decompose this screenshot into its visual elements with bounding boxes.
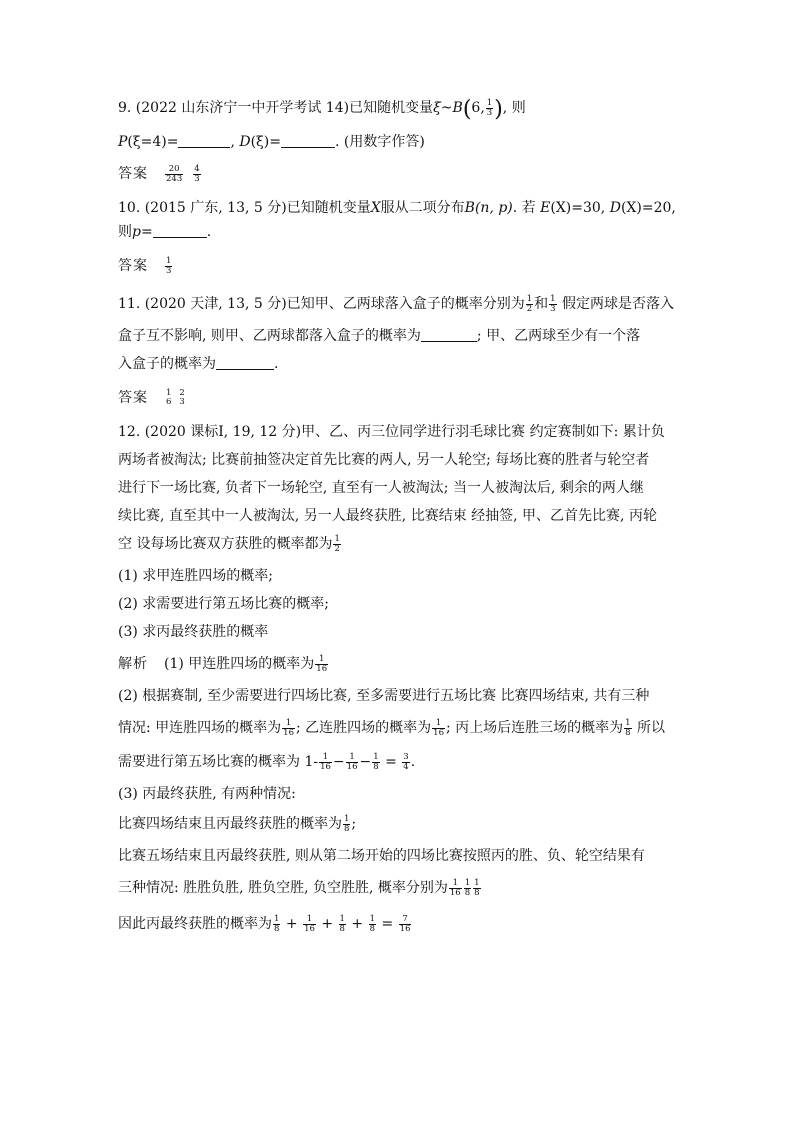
q12-sum-term-3 [339,915,346,934]
q11-stem-line2-a: 盒子互不影响, 则甲、乙两球都落入盒子的概率为 [118,328,421,344]
q10-params: (n, p) [474,200,513,216]
q12-stem-line5 [118,534,342,554]
fraction-denominator: 3 [166,265,172,276]
q9-prob-symbol: P [118,134,128,150]
q11-stem-line2 [118,326,640,346]
fraction-denominator: 8 [344,823,350,834]
fraction-numerator: 1 [166,255,172,266]
fraction-numerator: 1 [274,913,280,924]
q12-sol2-text-c: ; 丙上场后连胜三场的概率为 [446,720,624,736]
q9-answer [118,164,202,184]
q10-expectation: (X)=30, [550,200,610,216]
q12-sum-term-1 [273,915,280,934]
fraction-numerator: 1 [625,717,631,728]
q9-param-p-fraction [486,99,493,118]
q12-solution-3-line5 [118,914,412,934]
q12-solution-3-line4 [118,878,482,898]
q9-stem-suffix: , 则 [502,100,526,116]
q10-variance: (X)=20, [620,200,676,216]
fraction-denominator: 16 [399,923,411,934]
fraction-denominator: 16 [320,761,331,772]
q12-stem-line5-text: 空 设每场比赛双方获胜的概率都为 [118,536,333,552]
q12-sol1-text: (1) 甲连胜四场的概率为 [164,656,315,672]
q10-var-x: X [370,200,381,216]
q12-sol3-line2-text: 比赛四场结束且丙最终获胜的概率为 [118,816,342,832]
q12-sol3-line2-frac [343,815,350,834]
q12-stem-line4: 续比赛, 直至其中一人被淘汰, 另一人最终获胜, 比赛结束 经抽签, 甲、乙首先比赛, 丙轮 [118,508,657,524]
q12-solution-3-line3: 比赛五场结束且丙最终获胜, 则从第二场开始的四场比赛按照丙的胜、负、轮空结果有 [118,848,645,864]
q11-blank-1[interactable] [421,327,477,342]
fraction-denominator: 16 [449,887,461,898]
fraction-denominator: 3 [550,303,556,314]
q11-and: 和 [534,296,549,312]
fraction-denominator: 6 [166,397,172,407]
fraction-numerator: 1 [449,879,462,889]
q12-sum-result [399,915,412,934]
fraction-numerator: 1 [346,753,359,763]
q11-stem-line2-b: ; 甲、乙两球至少有一个落 [476,328,641,344]
q12-sol2-result [402,753,409,772]
fraction-denominator: 16 [316,663,328,674]
fraction-numerator: 1 [319,753,332,763]
fraction-numerator: 7 [399,915,412,925]
q12-sol2-text-a: 情况: 甲连胜四场的概率为 [118,720,282,736]
fraction-denominator: 2 [526,303,533,314]
q12-sol3-line4-text: 三种情况: 胜胜负胜, 胜负空胜, 负空胜胜, 概率分别为 [118,880,448,896]
fraction-numerator: 3 [403,751,409,762]
q9-stem-line2 [118,132,425,152]
fraction-numerator: 1 [486,97,493,108]
fraction-denominator: 16 [433,727,444,738]
q11-prob-b [549,295,556,314]
q12-sol2-line3-text: 需要进行第五场比赛的概率为 1- [118,754,319,770]
fraction-denominator: 8 [625,727,631,738]
fraction-denominator: 243 [166,173,183,184]
q12-solution-3-line1: (3) 丙最终获胜, 有两种情况: [118,786,296,802]
fraction-numerator: 1 [339,913,345,924]
minus-sign: − [359,754,372,770]
fraction-numerator: 2 [179,388,185,398]
q12-sol3-p3 [473,879,480,898]
q9-answer-2 [193,165,200,184]
q12-stem-line3: 进行下一场比赛, 负者下一场轮空, 直至有一人被淘汰; 当一人被淘汰后, 剩余的两人继 [118,480,644,496]
fraction-numerator: 1 [373,751,379,762]
q12-sol3-p2 [464,879,471,898]
q12-sum-term-2 [303,915,316,934]
plus-sign: + [316,916,338,932]
q11-answer [118,388,187,408]
fraction-numerator: 1 [474,877,480,888]
fraction-numerator: 1 [369,913,376,924]
q11-period: . [274,356,279,372]
q11-answer-1 [165,389,172,407]
q12-sol2-frac-2 [432,719,445,738]
fraction-numerator: 1 [464,877,471,888]
q10-stem-mid: 服从二项分布 [380,200,465,216]
q12-sol2-e3 [372,753,379,772]
q12-sol3-line5-text: 因此丙最终获胜的概率为 [118,916,272,932]
q12-solution-2-line2 [118,718,665,738]
q11-prob-a [526,295,533,314]
q9-separator: , [230,134,240,150]
q10-p-symbol: p [132,224,141,240]
q9-distribution: ~B [440,100,463,116]
fraction-numerator: 1 [432,719,445,729]
q12-stem-line1: 12. (2020 课标Ⅰ, 19, 12 分)甲、乙、丙三位同学进行羽毛球比赛 约定赛制如下: 累计负 [118,424,665,440]
q11-stem-line1 [118,294,674,314]
solution-label: 解析 [118,656,148,672]
fraction-numerator: 1 [303,915,316,925]
q10-answer-value [165,257,172,276]
q10-expectation-symbol: E [540,200,551,216]
fraction-numerator: 1 [550,293,556,304]
answer-label: 答案 [118,390,148,406]
q11-stem-rest: 假定两球是否落入 [557,296,674,312]
fraction-denominator: 2 [334,543,340,554]
fraction-numerator: 4 [194,163,200,174]
q12-solution-1 [118,654,329,674]
semicolon: ; [351,816,357,832]
q12-solution-3-line2 [118,814,356,834]
q10-stem-rest-a: . 若 [512,200,541,216]
fraction-numerator: 1 [166,388,172,398]
fraction-denominator: 8 [474,887,480,898]
fraction-denominator: 16 [304,923,315,934]
q12-subquestion-1: (1) 求甲连胜四场的概率; [118,568,273,584]
fraction-denominator: 16 [283,727,294,738]
plus-sign: + [346,916,368,932]
q10-equals: = [140,224,153,240]
q10-period: . [206,224,212,240]
equals-sign: = [380,754,402,770]
q10-variance-symbol: D [609,200,621,216]
q9-blank-1[interactable] [178,133,230,148]
q11-stem-line3-a: 入盒子的概率为 [118,356,216,372]
answer-label: 答案 [118,166,148,182]
fraction-denominator: 8 [464,887,471,898]
q12-sol1-fraction [315,655,328,674]
fraction-numerator: 1 [315,655,328,665]
fraction-denominator: 3 [486,107,493,118]
q10-stem-line1 [118,198,676,218]
q9-var-expr: (ξ)= [250,134,281,150]
q12-sol2-e2 [346,753,359,772]
q12-sol2-frac-3 [624,719,631,738]
q9-paren-open: ( [462,97,472,122]
q10-then: 则 [118,224,132,240]
q11-stem-line3 [118,354,278,374]
minus-sign: − [332,754,345,770]
q12-solution-2-line3 [118,752,415,772]
q12-sol2-frac-1 [282,719,295,738]
q10-blank[interactable] [153,223,207,238]
q12-sol2-text-b: ; 乙连胜四场的概率为 [296,720,432,736]
q11-answer-2 [178,389,185,407]
q12-stem-line2: 两场者被淘汰; 比赛前抽签决定首先比赛的两人, 另一人轮空; 每场比赛的胜者与轮空者 [118,452,650,468]
fraction-numerator: 1 [334,533,340,544]
fraction-numerator: 1 [344,813,350,824]
answer-label: 答案 [118,258,148,274]
q9-blank-2[interactable] [281,133,335,148]
q12-sol3-p1 [449,879,462,898]
q12-subquestion-2: (2) 求需要进行第五场比赛的概率; [118,596,329,612]
fraction-denominator: 8 [369,923,376,934]
q11-blank-2[interactable] [216,355,274,370]
q10-stem-line2 [118,222,211,242]
fraction-numerator: 20 [165,165,183,175]
q10-answer [118,256,173,276]
q12-prob-half [333,535,340,554]
q12-sum-term-4 [369,915,376,934]
q9-instruction: . (用数字作答) [334,134,425,150]
fraction-denominator: 16 [346,761,358,772]
q9-var-symbol: D [239,134,251,150]
fraction-numerator: 1 [526,293,533,304]
q10-distribution: B [464,200,475,216]
fraction-denominator: 8 [274,923,280,934]
fraction-denominator: 3 [179,397,185,407]
period: . [410,754,416,770]
equals-sign: = [377,916,398,932]
q12-sol2-text-d: 所以 [632,720,666,736]
q9-stem-text: 9. (2022 山东济宁一中开学考试 14)已知随机变量 [118,100,434,116]
q12-sol2-e1 [319,753,332,772]
fraction-denominator: 3 [194,173,200,184]
plus-sign: + [281,916,303,932]
q9-param-n: 6, [471,100,485,116]
q11-stem-text: 11. (2020 天津, 13, 5 分)已知甲、乙两球落入盒子的概率分别为 [118,296,525,312]
fraction-numerator: 1 [282,719,295,729]
q9-paren-close: ) [494,97,503,122]
fraction-denominator: 4 [403,761,409,772]
q9-prob-expr: (ξ=4)= [127,134,179,150]
fraction-denominator: 8 [339,923,345,934]
fraction-denominator: 8 [373,761,379,772]
q9-answer-1 [165,165,183,184]
q12-subquestion-3: (3) 求丙最终获胜的概率 [118,624,269,640]
q12-solution-2-line1: (2) 根据赛制, 至少需要进行四场比赛, 至多需要进行五场比赛 比赛四场结束, 共有三种 [118,688,650,704]
q9-stem-line1 [118,98,526,120]
q9-xi: ξ [433,100,441,116]
q10-stem-text: 10. (2015 广东, 13, 5 分)已知随机变量 [118,200,371,216]
